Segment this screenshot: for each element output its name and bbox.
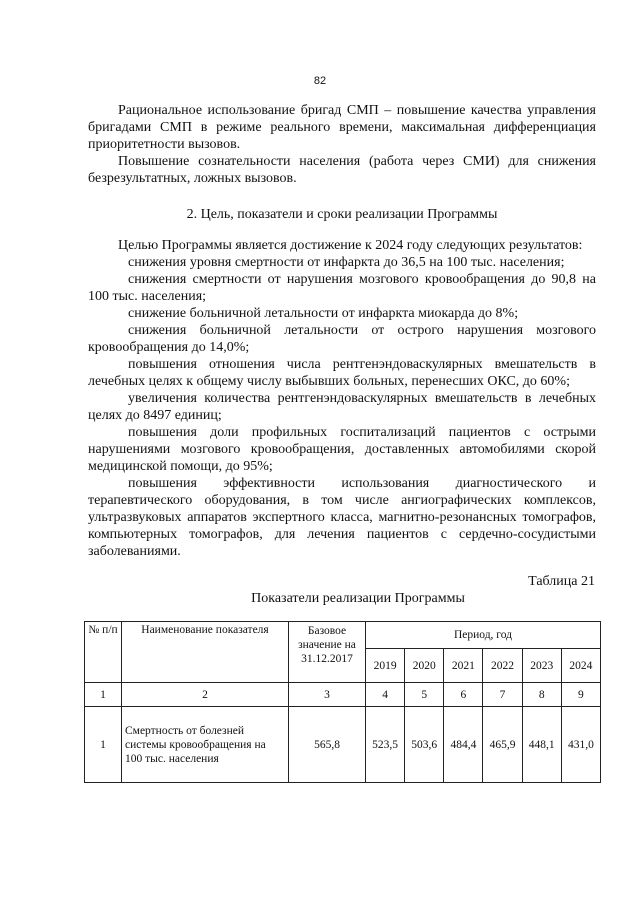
column-number: 5 [405, 683, 444, 707]
goal-item: увеличения количества рентгенэндоваскулярных вмешательств в лечебных целях до 8497 единиц; [88, 391, 596, 423]
header-year: 2023 [522, 649, 561, 683]
table-header-row [85, 622, 601, 649]
table-title: Показатели реализации Программы [251, 591, 465, 606]
column-number: 7 [483, 683, 522, 707]
header-period: Период, год [366, 622, 601, 649]
row-name: Смертность от болезней системы кровообращения на 100 тыс. населения [122, 707, 289, 783]
column-number: 1 [85, 683, 122, 707]
page-number: 82 [313, 75, 327, 87]
header-name: Наименование показателя [122, 622, 289, 683]
goal-item: повышения отношения числа рентгенэндоваскулярных вмешательств в лечебных целях к общему числу выбывших больных, перенесших ОКС, до 60%; [88, 357, 596, 389]
goal-item: повышения эффективности использования диагностического и терапевтического оборудования, в том числе ангиографических комплексов, ультразвуковых аппаратов экспертного класса, магнитно-резонансных томографов, компьютерных томографов, для лечения пациентов с сердечно-сосудистыми заболеваниями. [88, 476, 596, 559]
header-year: 2019 [366, 649, 405, 683]
row-value: 448,1 [522, 707, 561, 783]
header-year: 2024 [561, 649, 600, 683]
row-value: 431,0 [561, 707, 600, 783]
section-heading: 2. Цель, показатели и сроки реализации Программы [186, 207, 498, 222]
goal-item: снижение больничной летальности от инфаркта миокарда до 8%; [128, 306, 519, 321]
goal-item: снижения больничной летальности от острого нарушения мозгового кровообращения до 14,0%; [88, 323, 596, 355]
row-value: 523,5 [366, 707, 405, 783]
column-number: 4 [366, 683, 405, 707]
table-label: Таблица 21 [528, 574, 595, 589]
table-column-numbers-row [85, 683, 601, 707]
row-value: 465,9 [483, 707, 522, 783]
column-number: 9 [561, 683, 600, 707]
table-row [85, 707, 601, 783]
header-year: 2020 [405, 649, 444, 683]
goal-item: снижения смертности от нарушения мозгового кровообращения до 90,8 на 100 тыс. населения; [88, 272, 596, 304]
header-base: Базовое значение на 31.12.2017 [289, 622, 366, 683]
row-value: 503,6 [405, 707, 444, 783]
column-number: 2 [122, 683, 289, 707]
column-number: 3 [289, 683, 366, 707]
goal-intro: Целью Программы является достижение к 2024 году следующих результатов: [118, 238, 583, 253]
intro-paragraph-2: Повышение сознательности населения (работа через СМИ) для снижения безрезультатных, ложных вызовов. [88, 154, 596, 186]
row-num: 1 [85, 707, 122, 783]
goal-section [88, 237, 596, 560]
header-num: № п/п [85, 622, 122, 683]
column-number: 8 [522, 683, 561, 707]
intro-paragraph-1: Рациональное использование бригад СМП – повышение качества управления бригадами СМП в режиме реального времени, максимальная дифференциация приоритетности вызовов. [88, 103, 596, 152]
intro-section [88, 102, 596, 187]
goal-item: повышения доли профильных госпитализаций пациентов с острыми нарушениями мозгового кровообращения, доставленных автомобилями скорой медицинской помощи, до 95%; [88, 425, 596, 474]
goal-item: снижения уровня смертности от инфаркта до 36,5 на 100 тыс. населения; [128, 255, 565, 270]
row-base: 565,8 [289, 707, 366, 783]
indicators-table [84, 621, 601, 783]
header-year: 2022 [483, 649, 522, 683]
column-number: 6 [444, 683, 483, 707]
row-value: 484,4 [444, 707, 483, 783]
header-year: 2021 [444, 649, 483, 683]
